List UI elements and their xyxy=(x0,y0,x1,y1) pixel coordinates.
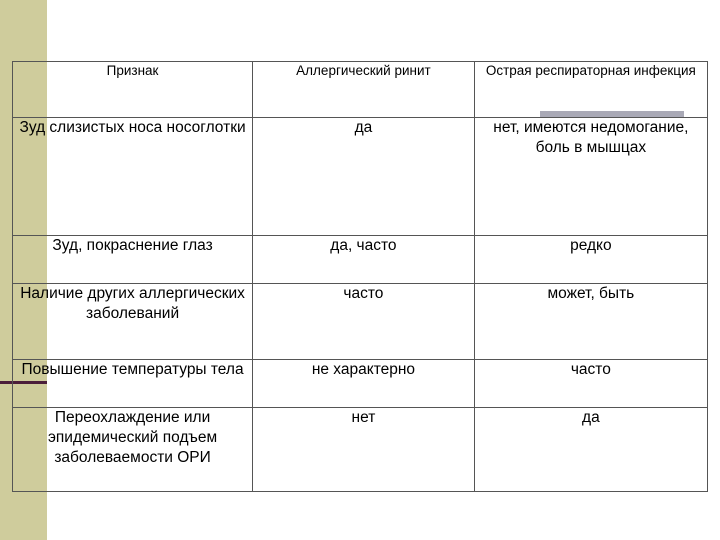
header-cell-acute-respiratory-infection: Острая респираторная инфекция xyxy=(474,62,707,118)
table-row xyxy=(13,284,708,360)
table-cell-allergic: да xyxy=(253,118,475,236)
table-cell-allergic: да, часто xyxy=(253,236,475,284)
table-row xyxy=(13,236,708,284)
table-cell-allergic: не характерно xyxy=(253,360,475,408)
table-header-row xyxy=(13,62,708,118)
header-cell-sign: Признак xyxy=(13,62,253,118)
table-cell-sign: Повышение температуры тела xyxy=(13,360,253,408)
table-cell-ari: может, быть xyxy=(474,284,707,360)
table-cell-sign: Зуд, покраснение глаз xyxy=(13,236,253,284)
table-cell-allergic: нет xyxy=(253,408,475,492)
table-row xyxy=(13,118,708,236)
table-cell-ari: нет, имеются недомогание, боль в мышцах xyxy=(474,118,707,236)
table-cell-sign: Зуд слизистых носа носоглотки xyxy=(13,118,253,236)
comparison-table xyxy=(12,61,708,492)
table-cell-sign: Наличие других аллергических заболеваний xyxy=(13,284,253,360)
table-row xyxy=(13,360,708,408)
header-cell-allergic-rhinitis: Аллергический ринит xyxy=(253,62,475,118)
table-cell-ari: да xyxy=(474,408,707,492)
table-cell-allergic: часто xyxy=(253,284,475,360)
table-cell-sign: Переохлаждение или эпидемический подъем заболеваемости ОРИ xyxy=(13,408,253,492)
table-row xyxy=(13,408,708,492)
table-cell-ari: часто xyxy=(474,360,707,408)
table-cell-ari: редко xyxy=(474,236,707,284)
